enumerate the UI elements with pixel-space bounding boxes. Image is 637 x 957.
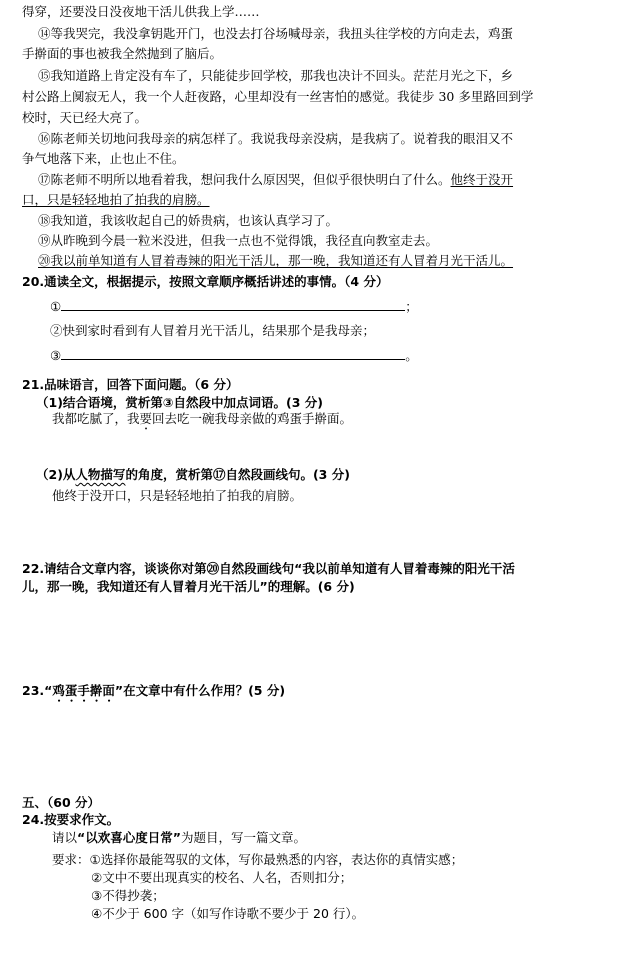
underlined-sentence-p20: ⑳我以前单知道有人冒着毒辣的阳光干活儿，那一晚，我知道还有人冒着月光干活儿。 xyxy=(38,253,514,268)
question-22-line-1: 22.请结合文章内容，谈谈你对第⑳自然段画线句“我以前单知道有人冒着毒辣的阳光干活 xyxy=(22,561,515,576)
paragraph-19: ⑲从昨晚到今晨一粒米没进，但我一点也不觉得饿，我径直向教室走去。 xyxy=(38,233,439,248)
dotted-term: 鸡蛋手擀面 xyxy=(52,683,115,698)
question-22-line-2: 儿，那一晚，我知道还有人冒着月光干活儿”的理解。(6 分) xyxy=(22,579,355,594)
item-number: ① xyxy=(50,299,62,314)
dotted-word: 要 xyxy=(139,411,153,426)
underlined-sentence-end: 口，只是轻轻地拍了拍我的肩膀。 xyxy=(22,192,210,207)
underlined-sentence-part: 他终于没开 xyxy=(450,172,514,187)
requirements-label: 要求： xyxy=(52,852,90,867)
requirement-4: ④不少于 600 字（如写作诗歌不要少于 20 行）。 xyxy=(91,906,365,921)
requirement-2: ②文中不要出现真实的校名、人名，否则扣分； xyxy=(91,870,353,885)
paragraph-15-end: 校时，天已经大亮了。 xyxy=(22,110,148,125)
item-number: ③ xyxy=(50,348,62,363)
paragraph-17-cont xyxy=(22,192,210,208)
requirement-text: ①选择你最能驾驭的文体，写你最熟悉的内容，表达你的真情实感； xyxy=(89,852,464,867)
sub-title-text: 的角度，赏析第⑰自然段画线句。(3 分) xyxy=(125,467,350,482)
question-20-item-2: ②快到家时看到有人冒着月光干活儿，结果那个是我母亲； xyxy=(50,323,376,338)
paragraph-14-cont: 手擀面的事也被我全然抛到了脑后。 xyxy=(22,46,223,61)
requirement-3: ③不得抄袭； xyxy=(91,888,165,903)
question-21-sub-1-text xyxy=(52,411,352,433)
quote-text: 回去吃一碗我母亲做的鸡蛋手擀面。 xyxy=(152,411,353,426)
question-21-sub-1: （1)结合语境，赏析第③自然段中加点词语。(3 分) xyxy=(36,395,323,410)
paragraph-16: ⑯陈老师关切地问我母亲的病怎样了。我说我母亲没病，是我病了。说着我的眼泪又不 xyxy=(38,131,514,146)
q23-text: 23.“ xyxy=(22,683,53,698)
paragraph-15: ⑮我知道路上肯定没有车了，只能徒步回学校，那我也决计不回头。茫茫月光之下，乡 xyxy=(38,68,514,83)
essay-prompt xyxy=(52,830,306,846)
requirement-1 xyxy=(52,852,463,868)
item-punct: 。 xyxy=(405,348,418,363)
question-24-title: 24.按要求作文。 xyxy=(22,812,120,827)
essay-topic: “以欢喜心度日常” xyxy=(77,830,181,845)
question-21-sub-2-text: 他终于没开口，只是轻轻地拍了拍我的肩膀。 xyxy=(52,488,303,503)
q23-text: ”在文章中有什么作用？(5 分) xyxy=(114,683,286,698)
question-21-sub-2 xyxy=(36,467,350,483)
prompt-text: 为题目，写一篇文章。 xyxy=(180,830,306,845)
passage-line: 得穿，还要没日没夜地干活儿供我上学…… xyxy=(22,4,260,19)
item-punct: ； xyxy=(405,299,418,314)
answer-blank[interactable] xyxy=(61,298,405,311)
paragraph-14: ⑭等我哭完，我没拿钥匙开门，也没去打谷场喊母亲，我扭头往学校的方向走去，鸡蛋 xyxy=(38,26,514,41)
wavy-underlined-term: 人物描写 xyxy=(75,467,126,482)
question-20-item-1 xyxy=(50,298,418,315)
prompt-text: 请以 xyxy=(52,830,78,845)
question-20-title: 20.通读全文，根据提示，按照文章顺序概括讲述的事情。（4 分） xyxy=(22,274,389,289)
section-5-title: 五、（60 分） xyxy=(22,795,100,810)
question-23 xyxy=(22,683,285,705)
paragraph-17-text: ⑰陈老师不明所以地看着我，想问我什么原因哭，但似乎很快明白了什么。 xyxy=(38,172,451,187)
question-21-title: 21.品味语言，回答下面问题。（6 分） xyxy=(22,377,239,392)
paragraph-16-cont: 争气地落下来，止也止不住。 xyxy=(22,151,185,166)
paragraph-17 xyxy=(38,172,513,188)
paragraph-20 xyxy=(38,253,513,269)
sub-title-text: （2)从 xyxy=(36,467,76,482)
answer-blank[interactable] xyxy=(61,347,405,360)
quote-text: 我都吃腻了，我 xyxy=(52,411,140,426)
paragraph-18: ⑱我知道，我该收起自己的娇贵病，也该认真学习了。 xyxy=(38,213,339,228)
paragraph-15-cont: 村公路上阒寂无人，我一个人赶夜路，心里却没有一丝害怕的感觉。我徒步 30 多里路回到学 xyxy=(22,89,534,104)
question-20-item-3 xyxy=(50,347,418,364)
